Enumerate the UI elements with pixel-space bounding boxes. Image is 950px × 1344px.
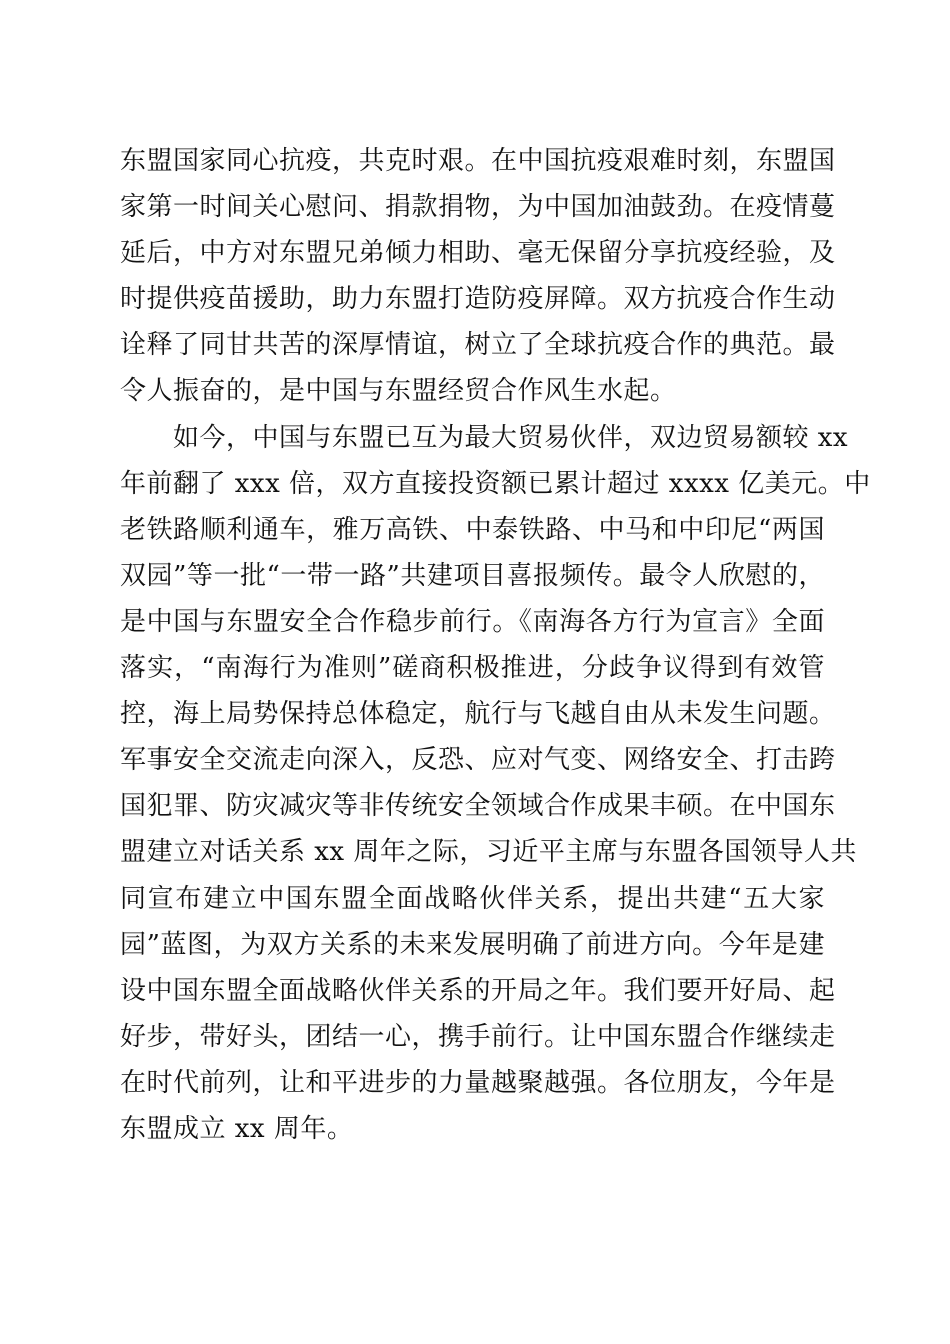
text-line: 诠释了同甘共苦的深厚情谊，树立了全球抗疫合作的典范。最 [120,330,836,361]
text-line: 老铁路顺利通车，雅万高铁、中泰铁路、中马和中印尼“两国 [120,514,825,545]
text-line: 控，海上局势保持总体稳定，航行与飞越自由从未发生问题。 [120,699,836,730]
text-line: 时提供疫苗援助，助力东盟打造防疫屏障。双方抗疫合作生动 [120,284,836,315]
text-line: 好步，带好头，团结一心，携手前行。让中国东盟合作继续走 [120,1021,836,1052]
text-line: 家第一时间关心慰问、捐款捐物，为中国加油鼓劲。在疫情蔓 [120,192,836,223]
body-text [120,138,871,1152]
text-line: 国犯罪、防灾减灾等非传统安全领域合作成果丰硕。在中国东 [120,791,836,822]
text-line: 落实，“南海行为准则”磋商积极推进，分歧争议得到有效管 [120,653,825,684]
text-line: 年前翻了 xxx 倍，双方直接投资额已累计超过 xxxx 亿美元。中 [120,468,871,499]
text-line: 设中国东盟全面战略伙伴关系的开局之年。我们要开好局、起 [120,975,836,1006]
text-line: 园”蓝图，为双方关系的未来发展明确了前进方向。今年是建 [120,929,825,960]
text-line: 盟建立对话关系 xx 周年之际，习近平主席与东盟各国领导人共 [120,837,857,868]
text-line: 东盟国家同心抗疫，共克时艰。在中国抗疫艰难时刻，东盟国 [120,146,836,176]
text-line: 东盟成立 xx 周年。 [120,1113,354,1144]
text-line: 延后，中方对东盟兄弟倾力相助、毫无保留分享抗疫经验，及 [120,238,836,269]
text-line: 在时代前列，让和平进步的力量越聚越强。各位朋友，今年是 [120,1067,836,1098]
text-line: 同宣布建立中国东盟全面战略伙伴关系，提出共建“五大家 [120,883,825,914]
text-line: 令人振奋的，是中国与东盟经贸合作风生水起。 [120,376,677,407]
text-line: 如今，中国与东盟已互为最大贸易伙伴，双边贸易额较 xx [120,422,849,453]
text-line: 双园”等一批“一带一路”共建项目喜报频传。最令人欣慰的， [120,560,825,591]
text-line: 是中国与东盟安全合作稳步前行。《南海各方行为宣言》全面 [120,606,825,637]
text-line: 军事安全交流走向深入，反恐、应对气变、网络安全、打击跨 [120,745,836,776]
